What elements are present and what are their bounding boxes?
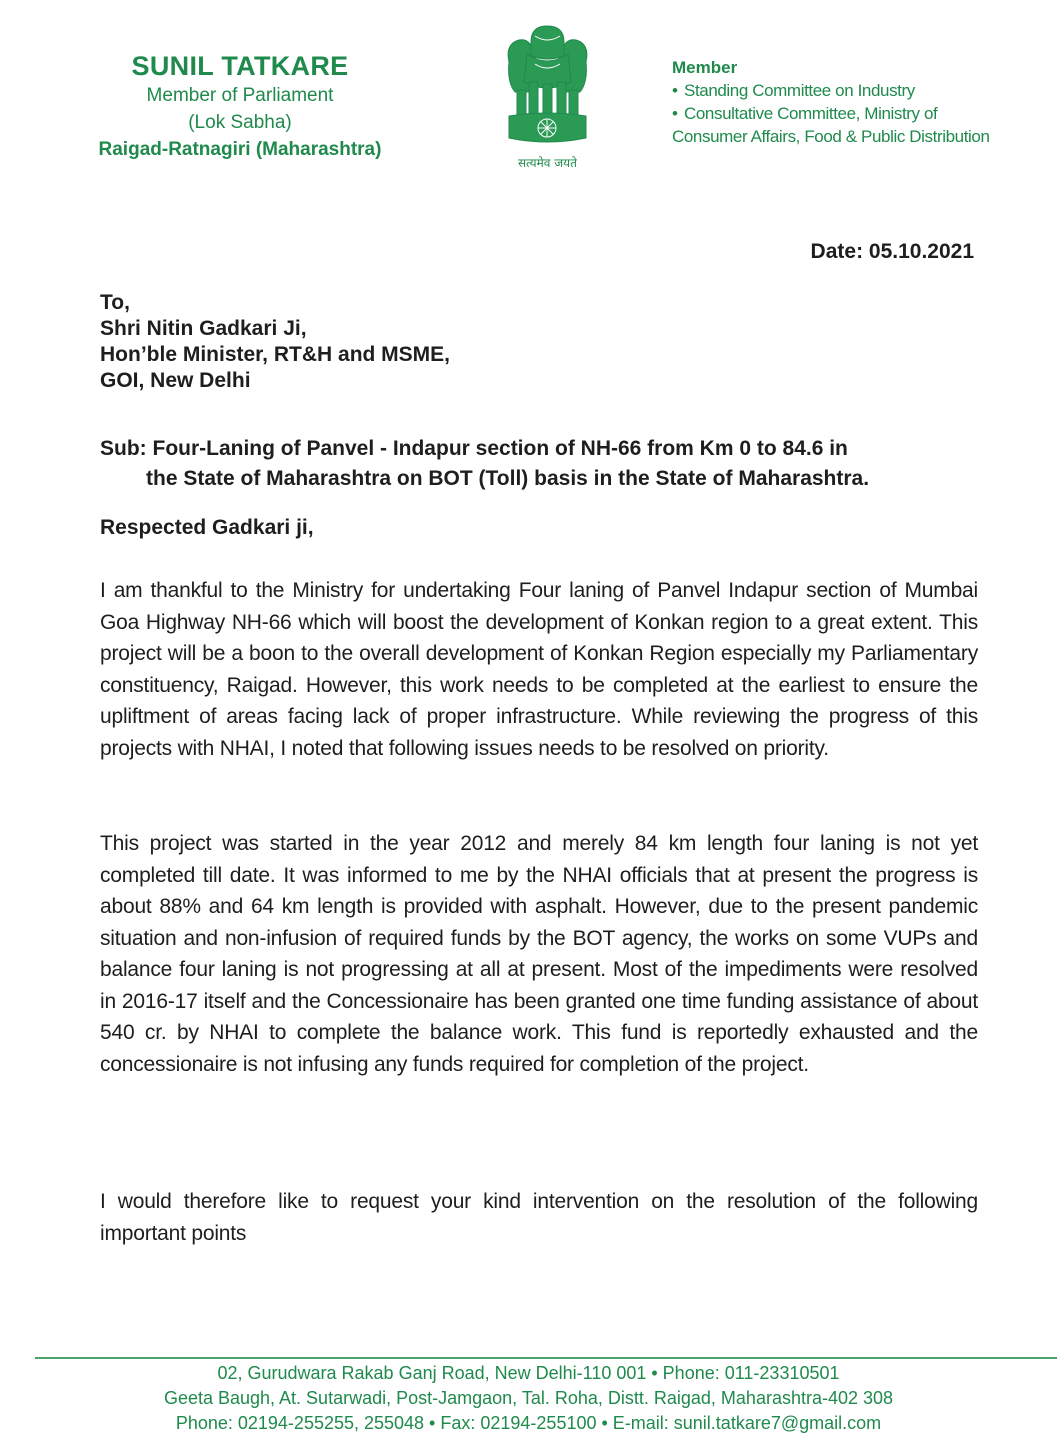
member-heading: Member xyxy=(672,58,738,77)
footer-contact: Phone: 02194-255255, 255048 • Fax: 02194-255100 • E-mail: sunil.tatkare7@gmail.com xyxy=(175,1413,882,1433)
committee-item-continuation: Consumer Affairs, Food & Public Distribution xyxy=(672,127,990,146)
subject-line xyxy=(100,434,980,494)
addressee-block xyxy=(100,290,450,394)
addressee-line: GOI, New Delhi xyxy=(100,369,251,392)
footer-local-address: Geeta Baugh, At. Sutarwadi, Post-Jamgaon, Tal. Roha, Distt. Raigad, Maharashtra-402 308 xyxy=(163,1388,894,1408)
subject-line-1: Sub: Four-Laning of Panvel - Indapur section of NH-66 from Km 0 to 84.6 in xyxy=(100,437,848,460)
bullet-icon: • xyxy=(672,104,678,123)
body-paragraph-1: I am thankful to the Ministry for undertaking Four laning of Panvel Indapur section of Mumbai Goa Highway NH-66 which will boost the development of Konkan region to a great extent. This project will be a boon to the overall development of Konkan Region especially my Parliamentary constituency, Raigad. However, this work needs to be completed at the earliest to ensure the upliftment of areas facing lack of proper infrastructure. While reviewing the progress of this projects with NHAI, I noted that following issues needs to be resolved on priority. xyxy=(100,579,978,760)
bullet-icon: • xyxy=(672,81,678,100)
addressee-line: To, xyxy=(100,291,130,314)
addressee-line: Shri Nitin Gadkari Ji, xyxy=(100,317,307,340)
letterhead-footer xyxy=(0,1361,1057,1436)
sender-house: (Lok Sabha) xyxy=(188,112,292,133)
footer-divider xyxy=(35,1357,1057,1359)
letter-date: Date: 05.10.2021 xyxy=(810,240,974,263)
sender-constituency: Raigad-Ratnagiri (Maharashtra) xyxy=(98,139,382,160)
lion-capital-icon xyxy=(495,22,600,152)
salutation: Respected Gadkari ji, xyxy=(100,516,314,539)
sender-role: Member of Parliament xyxy=(146,85,334,106)
footer-delhi-address: 02, Gurudwara Rakab Ganj Road, New Delhi-110 001 • Phone: 011-23310501 xyxy=(217,1363,840,1383)
state-emblem-icon xyxy=(495,22,600,172)
subject-line-2: the State of Maharashtra on BOT (Toll) basis in the State of Maharashtra. xyxy=(146,467,870,490)
emblem-motto: सत्यमेव जयते xyxy=(518,156,577,170)
committee-item: • Standing Committee on Industry xyxy=(672,81,915,100)
letterhead-committees xyxy=(672,57,1012,148)
letterhead-sender xyxy=(60,50,420,164)
sender-name: SUNIL TATKARE xyxy=(131,51,349,81)
committee-item: • Consultative Committee, Ministry of xyxy=(672,104,938,123)
body-paragraph-3: I would therefore like to request your kind intervention on the resolution of the following important points xyxy=(100,1190,978,1245)
addressee-line: Hon’ble Minister, RT&H and MSME, xyxy=(100,343,451,366)
body-paragraph-2: This project was started in the year 2012 and merely 84 km length four laning is not yet completed till date. It was informed to me by the NHAI officials that at present the progress is about 88% and 64 km length is provided with asphalt. However, due to the present pandemic situation and non-infusion of required funds by the BOT agency, the works on some VUPs and balance four laning is not progressing at all at present. Most of the impediments were resolved in 2016-17 itself and the Concessionaire has been granted one time funding assistance of about 540 cr. by NHAI to complete the balance work. This fund is reportedly exhausted and the concessionaire is not infusing any funds required for completion of the project. xyxy=(100,832,978,1076)
